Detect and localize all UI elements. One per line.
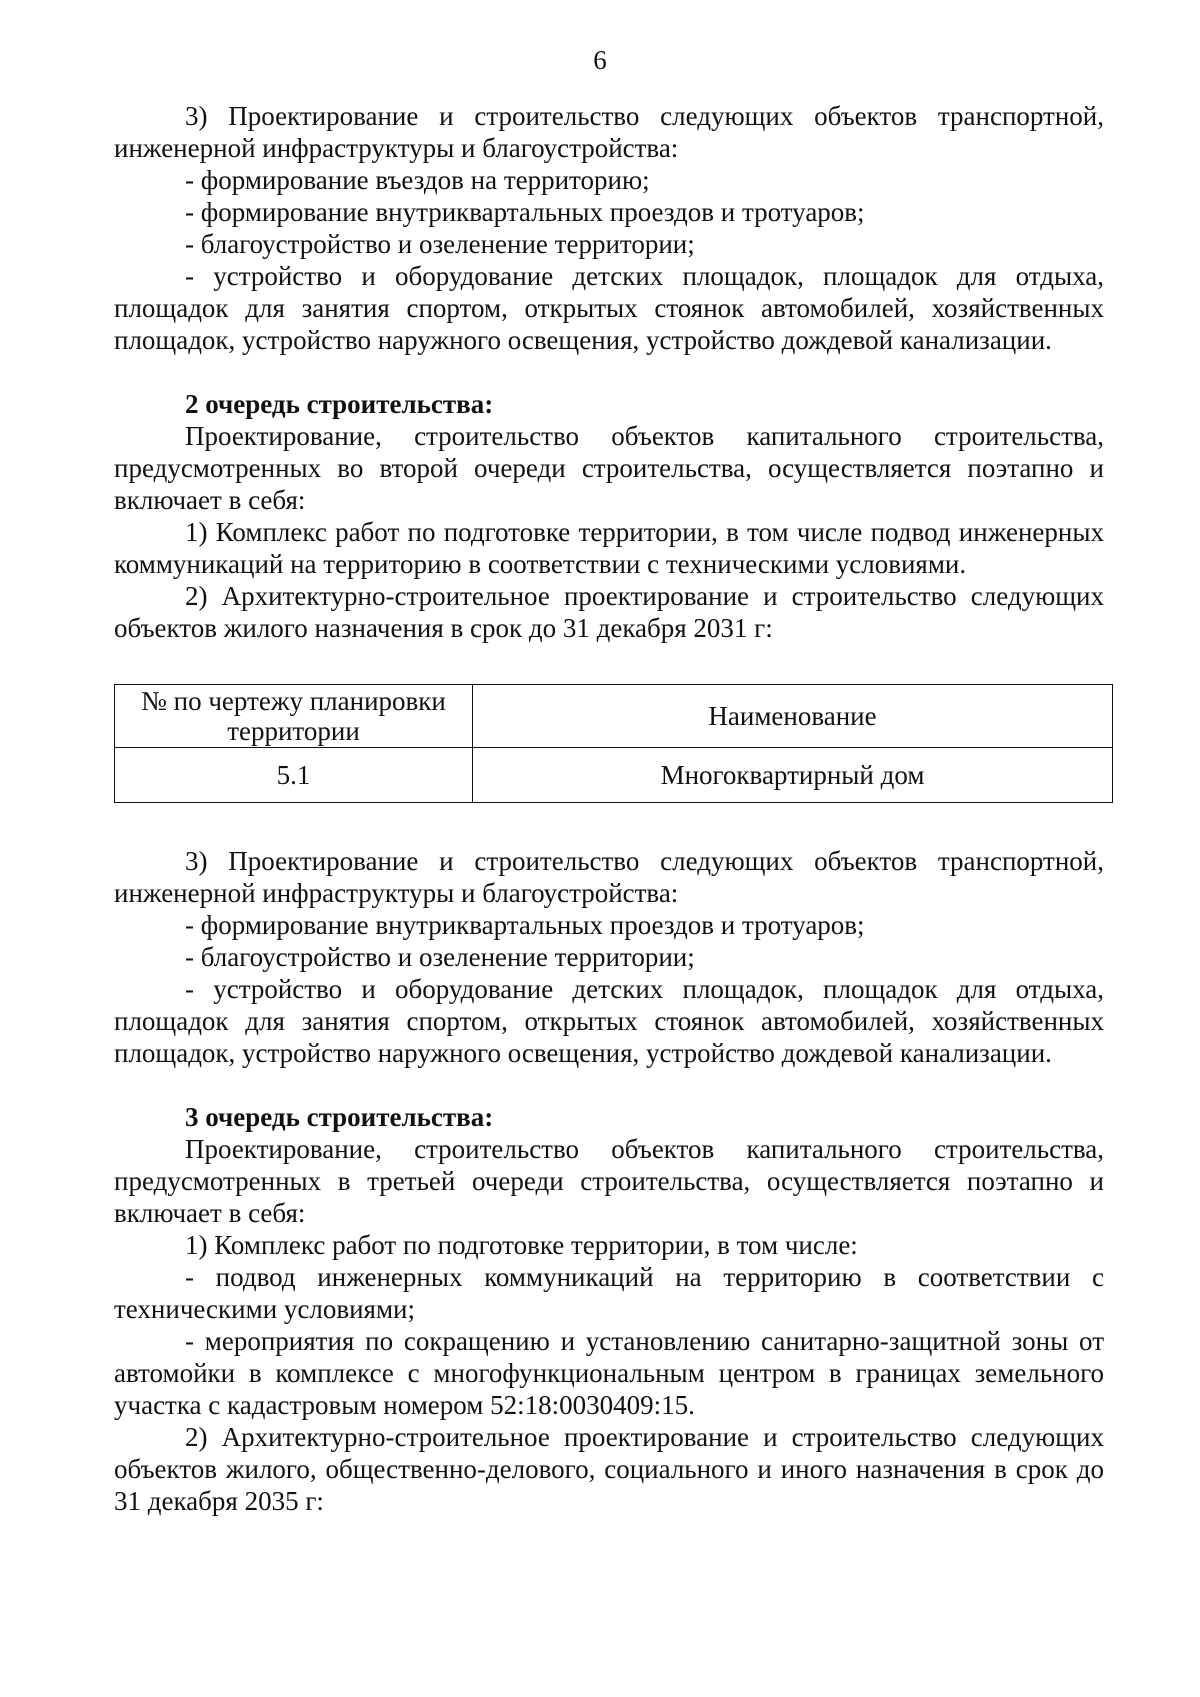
stage-2-bullet-playgrounds: - устройство и оборудование детских площадок, площадок для отдыха, площадок для занятия спортом, открытых стоянок автомобилей, хозяйственных площадок, устройство наружного освещения, устройство дождевой канализации.	[114, 974, 1104, 1068]
section-1-continuation	[114, 100, 1104, 644]
table-header-name: Наименование	[473, 685, 1113, 748]
stage-3-intro: Проектирование, строительство объектов капитального строительства, предусмотренных в третьей очереди строительства, осуществляется поэтапно и включает в себя:	[114, 1134, 1104, 1228]
bullet-playgrounds: - устройство и оборудование детских площадок, площадок для отдыха, площадок для занятия спортом, открытых стоянок автомобилей, хозяйственных площадок, устройство наружного освещения, устройство дождевой канализации.	[114, 261, 1104, 355]
bullet-landscaping: - благоустройство и озеленение территории;	[185, 229, 695, 259]
stage-2-item-2: 2) Архитектурно-строительное проектирование и строительство следующих объектов жилого назначения в срок до 31 декабря 2031 г:	[114, 581, 1104, 643]
page-number: 6	[593, 45, 607, 75]
item-3-line-2: инженерной инфраструктуры и благоустройства:	[114, 133, 679, 163]
stage-2-heading: 2 очередь строительства:	[185, 389, 494, 419]
section-2-infrastructure	[114, 845, 1104, 1517]
stage-3-item-2: 2) Архитектурно-строительное проектирование и строительство следующих объектов жилого, общественно-делового, социального и иного назначения в срок до 31 декабря 2035 г:	[114, 1422, 1104, 1516]
table-header-drawing-number: № по чертежу планировки территории	[115, 685, 473, 748]
objects-table	[114, 684, 1113, 803]
stage-2-item-3-line-2: инженерной инфраструктуры и благоустройства:	[114, 878, 679, 908]
table-row	[115, 748, 1113, 803]
stage-2-intro: Проектирование, строительство объектов капитального строительства, предусмотренных во второй очереди строительства, осуществляется поэтапно и включает в себя:	[114, 421, 1104, 515]
stage-2-bullet-landscaping: - благоустройство и озеленение территории;	[185, 942, 695, 972]
stage-2-item-3-line-1: 3) Проектирование и строительство следующих объектов транспортной,	[185, 846, 1104, 876]
stage-2-item-1: 1) Комплекс работ по подготовке территории, в том числе подвод инженерных коммуникаций на территорию в соответствии с техническими условиями.	[114, 517, 1104, 579]
table-header-row	[115, 685, 1113, 748]
stage-2-bullet-driveways: - формирование внутриквартальных проездов и тротуаров;	[185, 910, 865, 940]
bullet-entrances: - формирование въездов на территорию;	[185, 165, 650, 195]
item-3-line-1: 3) Проектирование и строительство следующих объектов транспортной,	[185, 101, 1104, 131]
stage-3-heading: 3 очередь строительства:	[185, 1102, 494, 1132]
stage-3-item-1: 1) Комплекс работ по подготовке территории, в том числе:	[185, 1230, 858, 1260]
table-cell-name: Многоквартирный дом	[473, 748, 1113, 803]
bullet-driveways: - формирование внутриквартальных проездов и тротуаров;	[185, 197, 865, 227]
stage-3-bullet-sanitary-zone: - мероприятия по сокращению и установлению санитарно-защитной зоны от автомойки в комплексе с многофункциональным центром в границах земельного участка с кадастровым номером 52:18:0030409:15.	[114, 1326, 1104, 1420]
stage-3-bullet-utilities: - подвод инженерных коммуникаций на территорию в соответствии с техническими условиями;	[114, 1262, 1104, 1324]
table-cell-number: 5.1	[115, 748, 473, 803]
